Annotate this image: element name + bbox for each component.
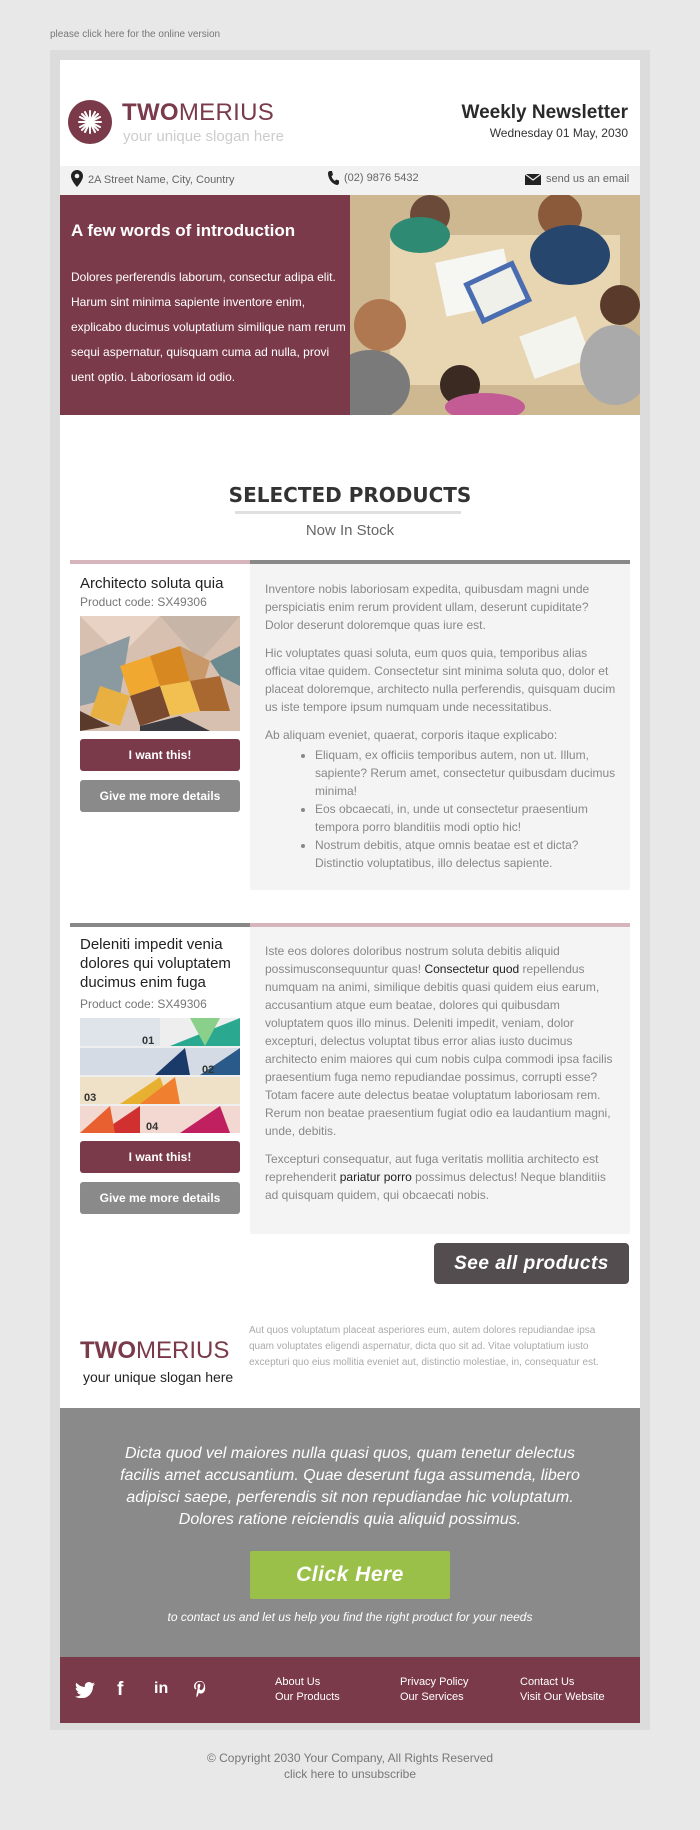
cta-subtext: to contact us and let us help you find the right product for your needs xyxy=(167,1610,533,1624)
product-2-inline-link-2[interactable]: pariatur porro xyxy=(339,1170,412,1184)
product-2-want-button[interactable]: I want this! xyxy=(80,1141,240,1173)
contact-info-bar xyxy=(60,166,640,195)
our-products-link[interactable]: Our Products xyxy=(275,1691,340,1703)
section-underline xyxy=(235,511,461,514)
product-2-para-1-text-cont: repellendus numquam na animi, similique debitis quasi quidem eius earum, accusantium atque eum beatae, dolores qui quibusdam voluptatem quos illo minus. Deleniti impedit, veniam, dolor excepturi, delectus voluptat tibus error alias iusto ducimus architecto enim maiores qui cum nobis culpa commodi ipsa facilis praesentium fuga nemo repudiandae possimus, corrupti esse? Totam facere aute delectus beatae voluptatum laboriosam rem. Rerum non beatae praesentium fugiat odio ea laudantium magni, unde, debitis. xyxy=(265,962,613,1138)
footer-links-col-2 xyxy=(400,1675,468,1705)
intro-panel xyxy=(60,195,350,415)
product-1-details-button[interactable]: Give me more details xyxy=(80,780,240,812)
privacy-policy-link[interactable]: Privacy Policy xyxy=(400,1676,469,1688)
product-1-para-2: Hic voluptates quasi soluta, eum quos quia, temporibus alias officia vitae quidem. Consectetur sint minima soluta quo, dolor et placeat doloremque, architecto nulla perferendis, quisquam ducim us iste tempore ipsum numquam unde necessitatibus. xyxy=(265,646,616,714)
brand-bold: TWO xyxy=(122,99,179,126)
envelope-icon xyxy=(525,174,541,185)
product-1-image[interactable] xyxy=(80,616,240,731)
footer-slogan: your unique slogan here xyxy=(83,1369,234,1385)
product-2-inline-link[interactable]: Consectetur quod xyxy=(424,962,520,976)
footer-brand-bold: TWO xyxy=(80,1337,136,1364)
product-2-para-1 xyxy=(265,942,616,1140)
product-2-code: Product code: SX49306 xyxy=(80,997,207,1011)
footer-links-col-1 xyxy=(275,1675,340,1705)
about-us-link[interactable]: About Us xyxy=(275,1676,321,1688)
product-1-bullet-list xyxy=(265,746,616,872)
online-version-link[interactable]: please click here for the online version xyxy=(50,29,221,40)
product-2-para-2 xyxy=(265,1150,616,1204)
logo-badge-icon xyxy=(68,100,112,144)
see-all-products-button[interactable]: See all products xyxy=(434,1243,629,1284)
map-pin-icon xyxy=(71,170,83,187)
product-1-want-button[interactable]: I want this! xyxy=(80,739,240,771)
infographic-label: 01 xyxy=(142,1035,155,1047)
footer-brand-logo[interactable] xyxy=(80,1337,229,1365)
product-2-details-button[interactable]: Give me more details xyxy=(80,1182,240,1214)
product-1-top-bar-left xyxy=(70,560,250,564)
product-1-cube-art xyxy=(80,616,240,731)
team-photo-image xyxy=(350,195,640,415)
click-here-button[interactable]: Click Here xyxy=(250,1551,450,1599)
footer-description: Aut quos voluptatum placeat asperiores eum, autem dolores repudiandae ipsa quam voluptates eligendi aspernatur, dicta quo sit ad. Vitae voluptatium iusto excepturi quo eius mollitia eveniet aut, distinctio molestiae, in, consequatur est. xyxy=(249,1325,599,1368)
list-item: • Eliquam, ex officiis temporibus autem, non ut. Illum, sapiente? Rerum amet, consectetur quibusdam ducimus minima! xyxy=(315,746,616,800)
product-1-description xyxy=(250,564,630,890)
twitter-icon[interactable] xyxy=(75,1682,95,1703)
product-2-infographic-art xyxy=(80,1018,240,1133)
intro-body: Dolores perferendis laborum, consectur adipa elit. Harum sint minima sapiente inventore enim, explicabo ducimus voluptatium similique nam rerum sequi aspernatur, quisquam cuma ad nulla, provi uent optio. Laboriosam id odio. xyxy=(71,270,346,384)
visit-website-link[interactable]: Visit Our Website xyxy=(520,1691,605,1703)
intro-title: A few words of introduction xyxy=(71,221,296,240)
phone-icon xyxy=(328,171,339,185)
pinterest-icon[interactable] xyxy=(193,1681,207,1703)
linkedin-icon[interactable]: in xyxy=(154,1680,169,1697)
product-1-para-3: Ab aliquam eveniet, quaerat, corporis itaque explicabo: xyxy=(265,728,558,742)
infographic-label: 04 xyxy=(146,1121,159,1133)
product-2-para-1-text: Iste eos dolores doloribus nostrum soluta debitis aliquid possimusconsequuntur quas! xyxy=(265,944,560,976)
facebook-icon[interactable]: f xyxy=(117,1679,124,1700)
footer-bar xyxy=(60,1657,640,1723)
cta-text xyxy=(60,1443,640,1531)
footer-links-col-3 xyxy=(520,1675,605,1705)
product-1-para-1: Inventore nobis laboriosam expedita, quibusdam magni unde perspiciatis enim rerum provident ullam, deserunt cupiditate? Dolor deserunt doloremque quas iure est. xyxy=(265,582,590,632)
copyright-text: © Copyright 2030 Your Company, All Rights Reserved xyxy=(206,1751,494,1765)
phone-text: (02) 9876 5432 xyxy=(344,172,419,184)
email-link[interactable]: send us an email xyxy=(546,173,630,185)
brand-slogan: your unique slogan here xyxy=(123,128,284,145)
list-item: • Eos obcaecati, in, unde ut consectetur praesentium tempora porro blanditiis modi optio hic! xyxy=(315,800,616,836)
email-item[interactable] xyxy=(525,173,629,185)
brand-rest: MERIUS xyxy=(178,99,275,126)
newsletter-date: Wednesday 01 May, 2030 xyxy=(489,126,628,140)
newsletter-title: Weekly Newsletter xyxy=(461,102,628,123)
our-services-link[interactable]: Our Services xyxy=(400,1691,464,1703)
copyright-block xyxy=(0,1750,700,1782)
product-2-description xyxy=(250,927,630,1234)
product-1-code: Product code: SX49306 xyxy=(80,595,207,609)
product-1-name[interactable]: Architecto soluta quia xyxy=(80,575,224,592)
product-2-name[interactable]: Deleniti impedit venia dolores qui voluptatem ducimus enim fuga xyxy=(80,936,231,991)
footer-brand-rest: MERIUS xyxy=(135,1337,230,1364)
intro-team-photo xyxy=(350,195,640,415)
address-text: 2A Street Name, City, Country xyxy=(88,174,235,186)
section-subtitle: Now In Stock xyxy=(305,522,395,539)
product-2-top-bar-left xyxy=(70,923,250,927)
infographic-label: 02 xyxy=(202,1064,215,1076)
phone-item xyxy=(328,171,419,185)
infographic-label: 03 xyxy=(84,1092,97,1104)
contact-us-link[interactable]: Contact Us xyxy=(520,1676,575,1688)
star-burst-icon xyxy=(77,109,103,135)
product-2-para-2-text-cont: possimus delectus! Neque blanditiis ad quisquam quidem, qui obcaecati nobis. xyxy=(265,1170,606,1202)
list-item: • Nostrum debitis, atque omnis beatae est et dicta? Distinctio voluptatibus, illo delectus sapiente. xyxy=(315,836,616,872)
unsubscribe-link[interactable]: click here to unsubscribe xyxy=(283,1767,417,1781)
brand-logo[interactable] xyxy=(122,99,274,127)
section-title: SELECTED PRODUCTS xyxy=(228,483,472,507)
address-item xyxy=(71,170,235,187)
product-2-image[interactable] xyxy=(80,1018,240,1133)
product-2-para-2-text: Texcepturi consequatur, aut fuga veritatis mollitia architecto est reprehenderit xyxy=(265,1152,599,1184)
cta-text-body: Dicta quod vel maiores nulla quasi quos, quam tenetur delectus facilis amet accusantium. Quae deserunt fuga assumenda, libero adipisci saepe, perferendis sit non repudiandae hic voluptatum. Dolores ratione reiciendis quia aliquid possimus. xyxy=(120,1445,580,1528)
